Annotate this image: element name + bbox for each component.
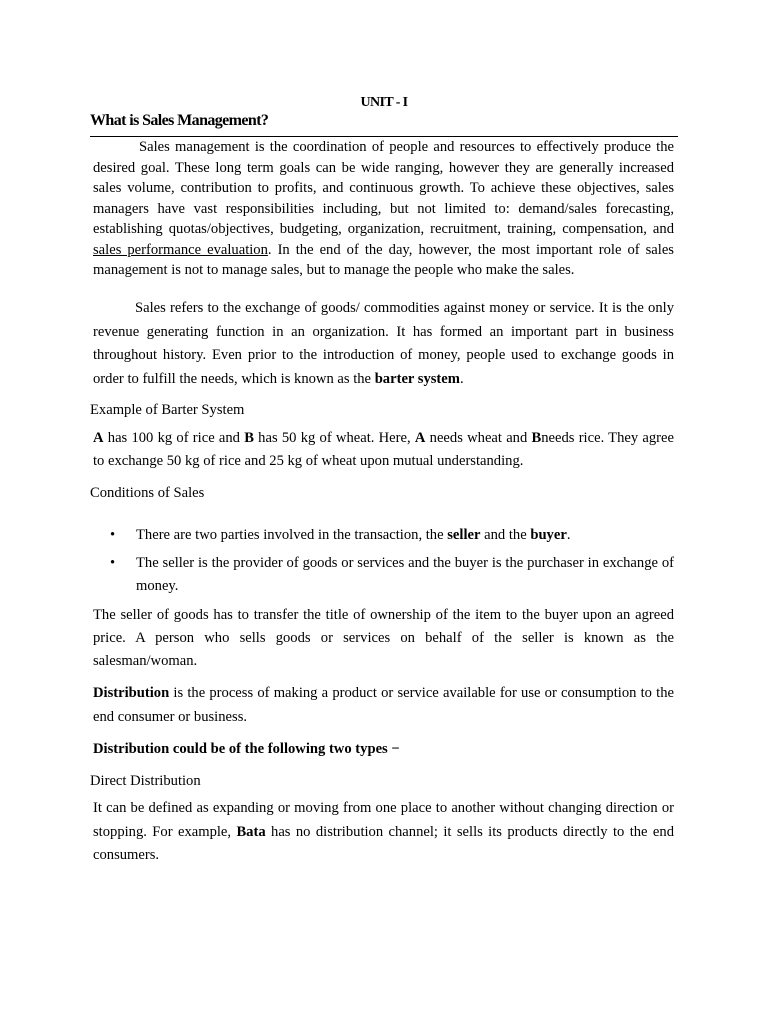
party-b-2: B [531,430,542,446]
para2-text-a: Sales refers to the exchange of goods/ commodities against money or service. It is the only revenue generating function in an organization. It has formed an important part in business throughout history. Even prior to the introduction of money, people used to exchange goods in order to fulfill the needs, which is known as the [93,300,674,387]
conditions-list [93,524,674,603]
party-a: A [93,430,104,446]
heading-conditions-of-sales: Conditions of Sales [90,485,205,501]
sales-performance-evaluation-link[interactable]: sales performance evaluation [93,241,268,258]
bullet-icon: • [110,527,116,543]
paragraph-sales-management [93,137,674,281]
bullet1-text-1: There are two parties involved in the transaction, the [136,527,448,543]
heading-direct-distribution: Direct Distribution [90,773,201,789]
paragraph-distribution [93,682,674,729]
paragraph-barter-example [93,427,674,473]
seller-term: seller [447,527,481,543]
list-item [93,552,674,598]
paragraph-distribution-types: Distribution could be of the following two types − [93,741,400,757]
bullet1-text-3: . [566,527,571,543]
paragraph-direct-distribution [93,797,674,868]
para3-text-4: needs rice. They agree to exchange 50 kg of rice and 25 kg of wheat upon mutual understanding. [93,430,674,469]
para3-text-3: needs wheat and [425,430,532,446]
page-title: What is Sales Management? [90,112,269,129]
paragraph-title-transfer: The seller of goods has to transfer the title of ownership of the item to the buyer upon an agreed price. A person who sells goods or services on behalf of the seller is known as the salesman/woman. [93,607,674,669]
distribution-term: Distribution [93,685,170,701]
para2-text-b: . [459,370,464,387]
para3-text-2: has 50 kg of wheat. Here, [253,430,415,446]
barter-system-term: barter system [374,370,460,387]
unit-heading: UNIT - I [360,95,408,110]
bata-term: Bata [236,823,266,840]
para5-text: is the process of making a product or service available for use or consumption to the end consumer or business. [93,685,674,725]
bullet1-text-2: and the [480,527,531,543]
party-b: B [244,430,254,446]
bullet-icon: • [110,555,116,571]
paragraph-sales-definition [93,297,674,391]
list-item [93,524,674,547]
party-a-2: A [414,430,426,446]
para7-text-2: has no distribution channel; it sells its products directly to the end consumers. [93,823,674,863]
para1-text-a: Sales management is the coordination of people and resources to effectively produce the desired goal. These long term goals can be wide ranging, however they are generally increased sales volume, contribution to profits, and continuous growth. To achieve these objectives, sales managers have vast responsibilities including, but not limited to: demand/sales forecasting, establishing quotas/objectives, budgeting, organization, recruitment, training, compensation, and [93,139,674,237]
para3-text-1: has 100 kg of rice and [103,430,245,446]
buyer-term: buyer [530,527,567,543]
para1-text-b: . In the end of the day, however, the most important role of sales management is not to manage sales, but to manage the people who make the sales. [93,241,674,278]
bullet2-text: The seller is the provider of goods or services and the buyer is the purchaser in exchange of money. [136,555,674,594]
heading-barter-example: Example of Barter System [90,402,245,418]
para7-text-1: It can be defined as expanding or moving from one place to another without changing direction or stopping. For example, [93,800,674,840]
